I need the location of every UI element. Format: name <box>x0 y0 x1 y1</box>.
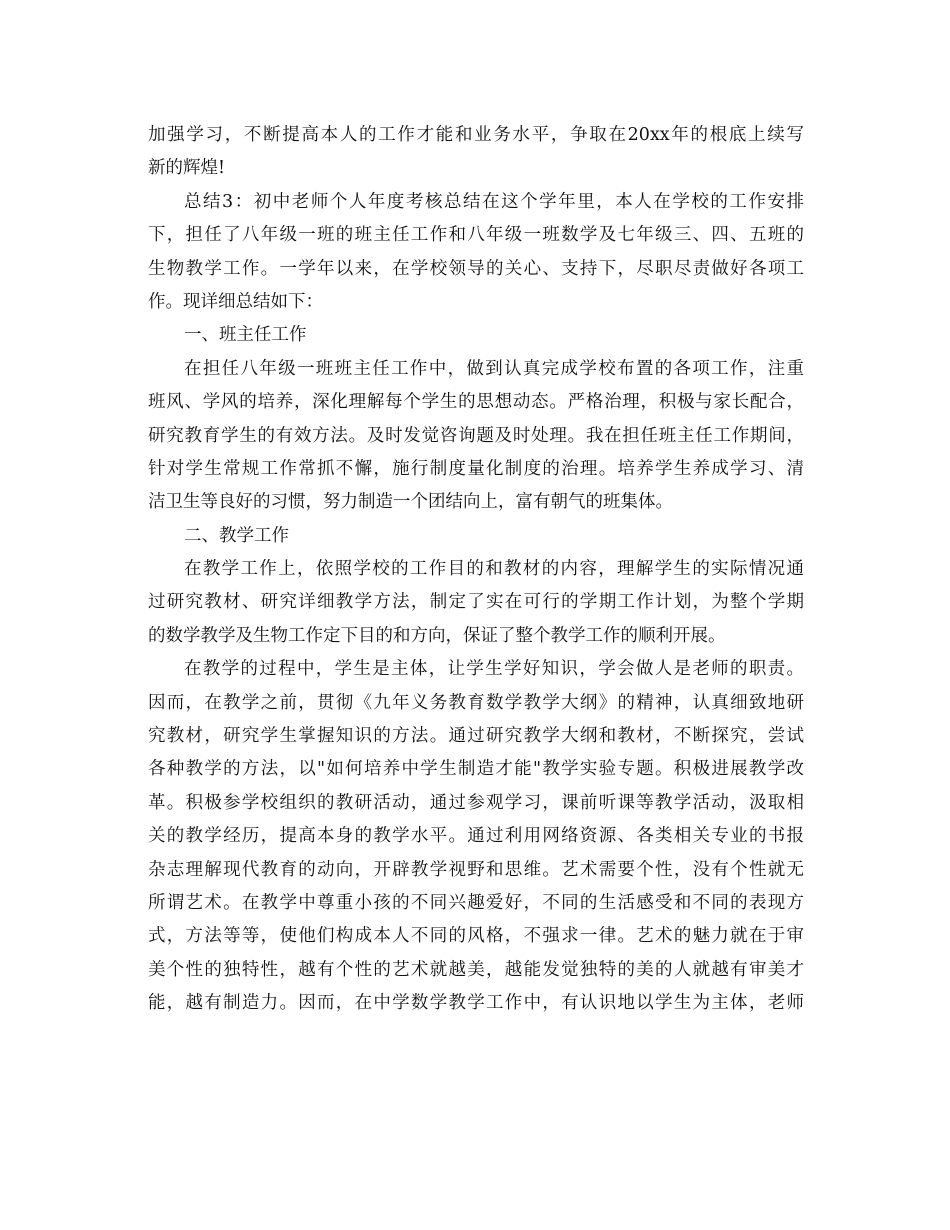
text-line: 针对学生常规工作常抓不懈，施行制度量化制度的治理。培养学生养成学习、清 <box>148 458 804 479</box>
text-line: 革。积极参学校组织的教研活动，通过参观学习，课前听课等教学活动，汲取相 <box>148 792 804 813</box>
text-line: 在教学的过程中，学生是主体，让学生学好知识，学会做人是老师的职责。 <box>184 659 804 680</box>
paragraph <box>148 119 804 186</box>
text-line: 能，越有制造力。因而，在中学数学教学工作中，有认识地以学生为主体，老师 <box>148 993 804 1014</box>
heading-text: 二、教学工作 <box>184 525 289 546</box>
text-line: 下，担任了八年级一班的班主任工作和八年级一班数学及七年级三、四、五班的 <box>148 225 804 246</box>
text-line: 生物教学工作。一学年以来，在学校领导的关心、支持下，尽职尽责做好各项工 <box>148 258 804 279</box>
text-line: 的数学教学及生物工作定下目的和方向，保证了整个教学工作的顺利开展。 <box>148 625 726 646</box>
text-line: 式，方法等等，使他们构成本人不同的风格，不强求一律。艺术的魅力就在于审 <box>148 926 804 947</box>
paragraph <box>148 186 804 320</box>
section-heading <box>148 319 804 352</box>
text-line: 所谓艺术。在教学中尊重小孩的不同兴趣爱好，不同的生活感受和不同的表现方 <box>148 892 804 913</box>
text-line: 作。现详细总结如下： <box>148 291 323 312</box>
text-line: 班风、学风的培养，深化理解每个学生的思想动态。严格治理，积极与家长配合， <box>148 392 804 413</box>
paragraph <box>148 553 804 653</box>
text-line: 美个性的独特性，越有个性的艺术就越美，越能发觉独特的美的人就越有审美才 <box>148 959 804 980</box>
text-line: 加强学习，不断提高本人的工作才能和业务水平，争取在20xx年的根底上续写 <box>148 125 804 145</box>
document-body <box>148 119 804 1021</box>
heading-text: 一、班主任工作 <box>184 325 307 346</box>
paragraph <box>148 653 804 1020</box>
text-line: 洁卫生等良好的习惯，努力制造一个团结向上，富有朝气的班集体。 <box>148 492 673 513</box>
text-line: 过研究教材、研究详细教学方法，制定了实在可行的学期工作计划，为整个学期 <box>148 592 804 613</box>
text-line: 在教学工作上，依照学校的工作目的和教材的内容，理解学生的实际情况通 <box>184 559 804 580</box>
text-line: 关的教学经历，提高本身的教学水平。通过利用网络资源、各类相关专业的书报 <box>148 826 804 847</box>
section-heading <box>148 520 804 553</box>
text-line: 在担任八年级一班班主任工作中，做到认真完成学校布置的各项工作，注重 <box>184 358 804 379</box>
text-line: 究教材，研究学生掌握知识的方法。通过研究教学大纲和教材，不断探究，尝试 <box>148 726 804 747</box>
text-line: 新的辉煌! <box>148 158 226 179</box>
paragraph <box>148 353 804 520</box>
text-line: 总结3：初中老师个人年度考核总结在这个学年里，本人在学校的工作安排 <box>184 191 804 212</box>
text-line: 因而，在教学之前，贯彻《九年义务教育数学教学大纲》的精神，认真细致地研 <box>148 692 804 713</box>
text-line: 杂志理解现代教育的动向，开辟教学视野和思维。艺术需要个性，没有个性就无 <box>148 859 804 880</box>
text-line: 各种教学的方法，以"如何培养中学生制造才能"教学实验专题。积极进展教学改 <box>148 759 804 780</box>
text-line: 研究教育学生的有效方法。及时发觉咨询题及时处理。我在担任班主任工作期间， <box>148 425 804 446</box>
